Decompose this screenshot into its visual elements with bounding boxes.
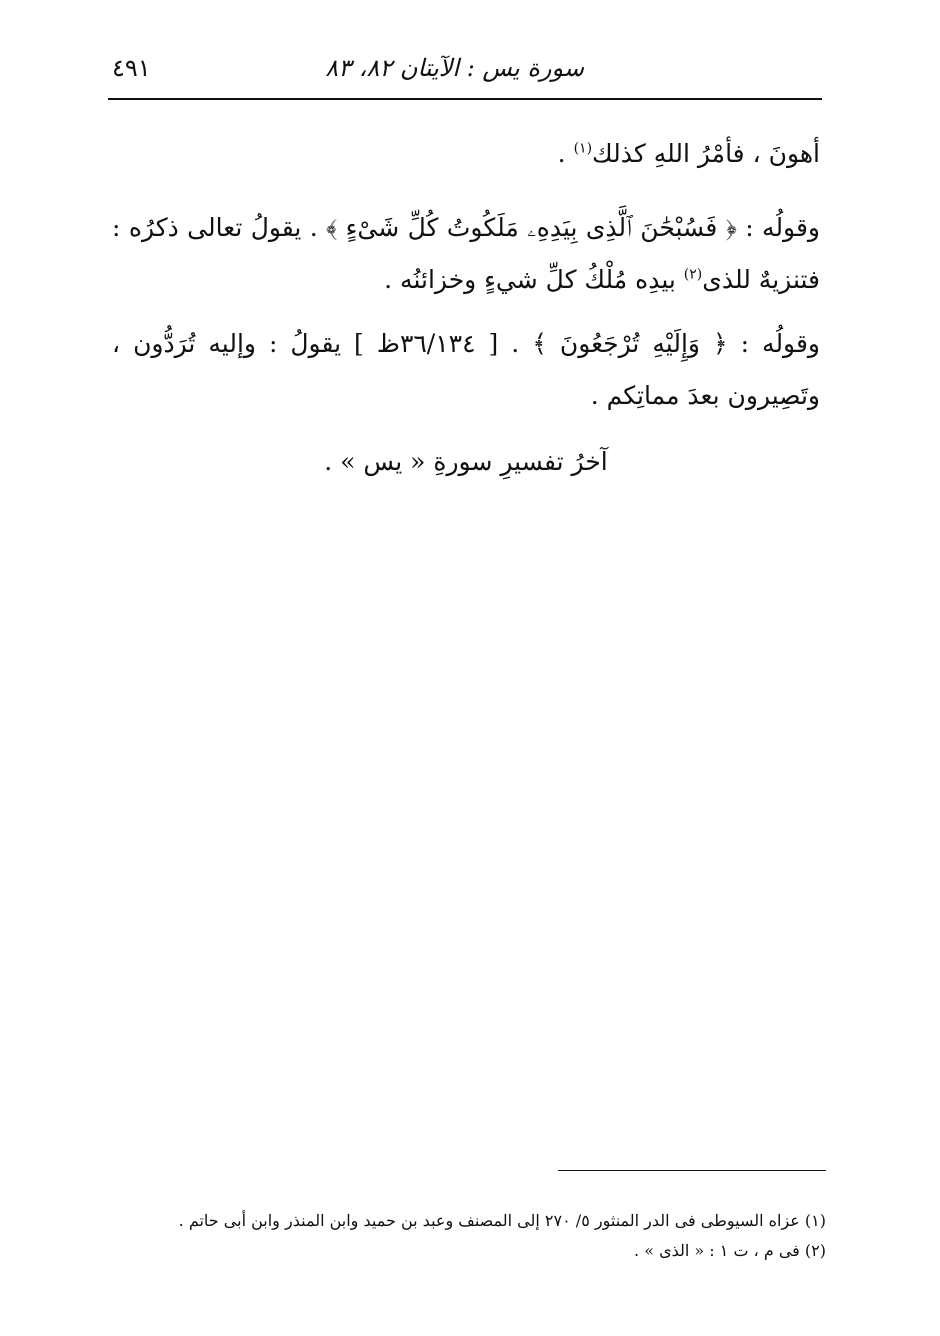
closing-line: آخرُ تفسيرِ سورةِ « يس » . — [324, 447, 608, 476]
footnote-marker-1: (١) — [573, 140, 593, 157]
running-head: سورة يس : الآيتان ٨٢، ٨٣ — [325, 54, 584, 82]
paragraph-2-after-verse: . يقولُ تعالى ذكرُه : فتنزيهٌ للذى — [112, 213, 820, 294]
paragraph-2-end: بيدِه مُلْكُ كلِّ شيءٍ وخزائنُه . — [384, 265, 684, 294]
paragraph-3-intro: وقولُه : — [727, 329, 821, 358]
paragraph-3-end: . [ ٣٦/١٣٤ظ ] يقولُ : وإليه تُرَدُّون ، وتَصِيرون بعدَ مماتِكم . — [112, 329, 820, 410]
quran-verse-2: ﴿ وَإِلَيْهِ تُرْجَعُونَ ﴾ — [532, 329, 728, 358]
paragraph-1-text: أهونَ ، فأمْرُ اللهِ كذلك — [592, 139, 820, 168]
footnote-marker-2: (٢) — [683, 266, 703, 283]
footnote-rule — [558, 1170, 826, 1171]
paragraph-2 — [112, 202, 820, 306]
paragraph-1 — [112, 128, 820, 180]
paragraph-3 — [112, 318, 820, 422]
footnote-2: (٢) فى م ، ت ١ : « الذى » . — [634, 1241, 826, 1260]
quran-verse-1: ﴿ فَسُبْحَٰنَ ٱلَّذِى بِيَدِهِۦ مَلَكُوتُ كُلِّ شَىْءٍ ﴾ — [326, 213, 737, 242]
page-header — [108, 48, 822, 98]
paragraph-2-intro: وقولُه : — [736, 213, 820, 242]
footnotes — [112, 1206, 826, 1266]
paragraph-1-end: . — [557, 139, 574, 168]
header-rule — [108, 98, 822, 100]
page-number: ٤٩١ — [112, 54, 151, 82]
footnote-1: (١) عزاه السيوطى فى الدر المنثور ٥/ ٢٧٠ إلى المصنف وعبد بن حميد وابن المنذر وابن أبى حاتم . — [178, 1211, 826, 1230]
